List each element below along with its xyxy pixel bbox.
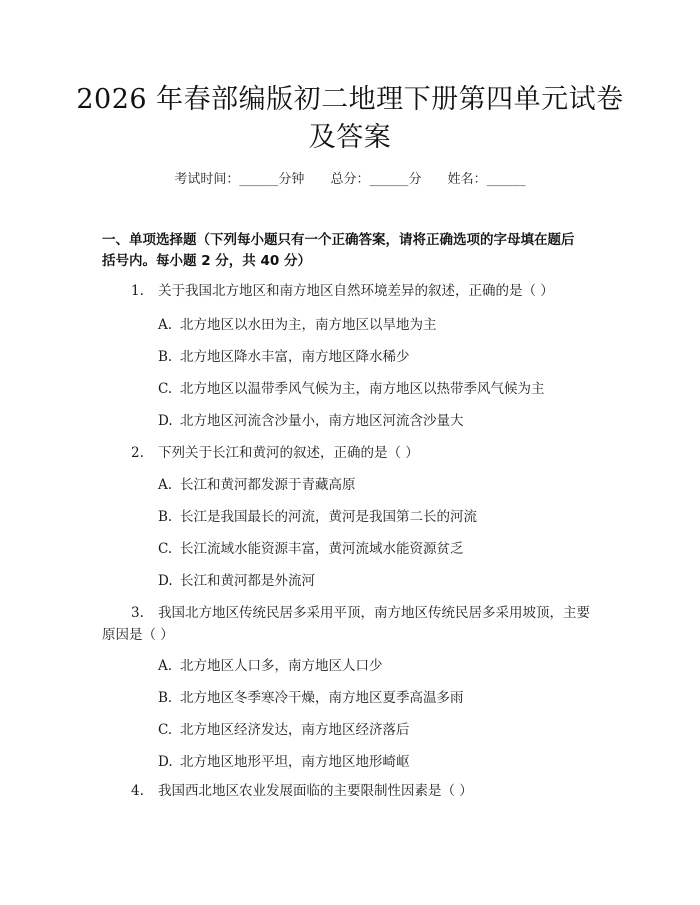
- question-number: 3.: [131, 605, 144, 621]
- question-text-continued: 原因是（ ）: [102, 627, 174, 643]
- option-item: [158, 378, 545, 400]
- option-letter: C.: [158, 541, 173, 557]
- option-item: [158, 314, 437, 336]
- option-text: 北方地区地形平坦，南方地区地形崎岖: [180, 754, 410, 770]
- option-item: [158, 719, 410, 741]
- option-letter: C.: [158, 722, 173, 738]
- student-name-field: 姓名：______: [447, 172, 526, 187]
- option-letter: D.: [158, 413, 173, 429]
- option-letter: A.: [158, 317, 173, 333]
- exam-time-field: 考试时间：______分钟: [174, 172, 305, 187]
- option-item: [158, 687, 464, 709]
- option-item: [158, 538, 464, 560]
- option-item: [158, 751, 410, 773]
- option-letter: C.: [158, 381, 173, 397]
- option-item: [158, 346, 410, 368]
- option-item: [158, 474, 356, 496]
- total-score-field: 总分：______分: [330, 172, 422, 187]
- option-text: 北方地区以水田为主，南方地区以旱地为主: [180, 317, 437, 333]
- option-text: 北方地区以温带季风气候为主，南方地区以热带季风气候为主: [180, 381, 545, 397]
- option-letter: B.: [158, 690, 173, 706]
- question-text: 下列关于长江和黄河的叙述，正确的是（ ）: [158, 445, 419, 461]
- exam-title-line-2: 及答案: [308, 122, 392, 153]
- option-text: 长江和黄河都是外流河: [180, 573, 315, 589]
- question-text: 关于我国北方地区和南方地区自然环境差异的叙述，正确的是（ ）: [158, 283, 554, 299]
- option-text: 北方地区冬季寒冷干燥，南方地区夏季高温多雨: [180, 690, 464, 706]
- option-text: 长江是我国最长的河流，黄河是我国第二长的河流: [180, 509, 477, 525]
- exam-meta: [0, 168, 700, 187]
- option-text: 长江流域水能资源丰富，黄河流域水能资源贫乏: [180, 541, 464, 557]
- question-number: 1.: [131, 283, 144, 299]
- option-letter: D.: [158, 573, 173, 589]
- option-letter: D.: [158, 754, 173, 770]
- question-number: 4.: [131, 783, 144, 799]
- option-letter: B.: [158, 509, 173, 525]
- option-item: [158, 506, 477, 528]
- option-item: [158, 410, 464, 432]
- option-letter: A.: [158, 658, 173, 674]
- option-text: 北方地区降水丰富，南方地区降水稀少: [180, 349, 410, 365]
- section-heading-line-2: 括号内。每小题 2 分，共 40 分）: [102, 253, 311, 269]
- option-letter: B.: [158, 349, 173, 365]
- option-text: 长江和黄河都发源于青藏高原: [180, 477, 356, 493]
- option-item: [158, 570, 315, 592]
- option-text: 北方地区河流含沙量小，南方地区河流含沙量大: [180, 413, 464, 429]
- option-letter: A.: [158, 477, 173, 493]
- option-text: 北方地区人口多，南方地区人口少: [180, 658, 383, 674]
- section-heading-line-1: 一、单项选择题（下列每小题只有一个正确答案，请将正确选项的字母填在题后: [102, 232, 575, 248]
- option-text: 北方地区经济发达，南方地区经济落后: [180, 722, 410, 738]
- exam-title-line-1: 2026 年春部编版初二地理下册第四单元试卷: [76, 84, 624, 115]
- option-item: [158, 655, 383, 677]
- question-number: 2.: [131, 445, 144, 461]
- question-text: 我国北方地区传统民居多采用平顶，南方地区传统民居多采用坡顶，主要: [158, 605, 590, 621]
- question-text: 我国西北地区农业发展面临的主要限制性因素是（ ）: [158, 783, 473, 799]
